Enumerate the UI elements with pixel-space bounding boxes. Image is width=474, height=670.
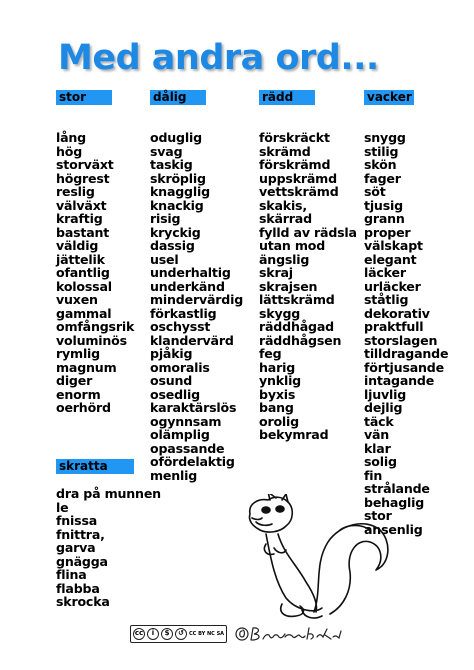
word-item: tilldragande	[364, 346, 449, 361]
word-item: söt	[364, 184, 386, 199]
word-item: välväxt	[56, 197, 107, 213]
word-column-radd	[259, 90, 357, 442]
word-item: reslig	[56, 184, 95, 199]
word-item: räddhågad	[259, 319, 334, 334]
column-header-dalig: dålig	[150, 90, 206, 105]
word-item: uppskrämd	[259, 170, 337, 186]
word-item: storväxt	[56, 157, 114, 172]
word-item: skrocka	[56, 594, 110, 609]
word-item: vän	[364, 427, 390, 442]
word-column-dalig	[150, 90, 243, 482]
word-item: ljuvlig	[364, 386, 407, 402]
word-item: osedlig	[150, 386, 200, 402]
word-item: skrämd	[259, 143, 311, 159]
word-item: garva	[56, 540, 96, 555]
word-item: fin	[364, 467, 383, 483]
creative-commons-license-icon: cc i $ ↺ CC BY NC SA	[130, 625, 227, 643]
word-item: kryckig	[150, 224, 201, 240]
word-item: svag	[150, 143, 183, 159]
word-item: fnittra,	[56, 526, 105, 542]
word-item: omfångsrik	[56, 319, 135, 334]
word-item: solig	[364, 454, 397, 469]
word-item: ofantlig	[56, 265, 110, 280]
word-item: bang	[259, 400, 294, 415]
word-item: flabba	[56, 580, 100, 596]
word-item: lättskrämd	[259, 292, 335, 307]
word-item: menlig	[150, 467, 198, 483]
column-header-stor: stor	[56, 90, 112, 105]
word-item: osund	[150, 373, 193, 388]
word-item: vuxen	[56, 292, 98, 307]
word-column-stor	[56, 90, 134, 415]
word-item: räddhågsen	[259, 332, 342, 348]
word-item: karaktärslös	[150, 400, 237, 415]
word-item: väldig	[56, 238, 99, 253]
word-item: ståtlig	[364, 292, 409, 307]
word-item: utan mod	[259, 238, 326, 253]
word-item: kolossal	[56, 278, 112, 294]
word-item: snygg	[364, 130, 406, 145]
word-item: behaglig	[364, 494, 425, 510]
word-item: omoralis	[150, 359, 210, 375]
word-item: risig	[150, 211, 181, 226]
word-item: oerhörd	[56, 400, 111, 415]
word-item: jättelik	[56, 251, 105, 267]
word-item: hög	[56, 143, 83, 159]
word-item: dassig	[150, 238, 195, 253]
word-item: taskig	[150, 157, 193, 172]
word-list-stor	[56, 131, 134, 415]
word-item: bekymrad	[259, 427, 329, 442]
word-item: högrest	[56, 170, 110, 186]
word-item: harig	[259, 359, 296, 375]
word-item: voluminös	[56, 332, 127, 348]
column-header-radd: rädd	[259, 90, 315, 105]
word-item: skröplig	[150, 170, 206, 186]
word-item: rymlig	[56, 346, 100, 361]
word-list-dalig	[150, 131, 243, 482]
word-item: förskrämd	[259, 157, 331, 172]
word-item: byxis	[259, 386, 296, 402]
license-badge-text: CC BY NC SA	[189, 631, 225, 637]
word-item: storslagen	[364, 332, 438, 348]
word-item: fnissa	[56, 513, 98, 528]
word-item: tjusig	[364, 197, 403, 213]
word-item: le	[56, 499, 69, 515]
word-item: underkänd	[150, 278, 225, 294]
word-item: underhaltig	[150, 265, 231, 280]
word-item: vettskrämd	[259, 184, 339, 199]
word-item: gammal	[56, 305, 112, 321]
footer	[130, 625, 345, 643]
word-item: skakis,	[259, 197, 307, 213]
word-item: skrajsen	[259, 278, 318, 294]
word-item: opassande	[150, 440, 225, 456]
word-item: dra på munnen	[56, 486, 161, 501]
word-list-vacker	[364, 131, 448, 536]
word-item: ängslig	[259, 251, 310, 267]
word-item: välskapt	[364, 238, 423, 253]
word-list-skratta	[56, 487, 161, 609]
word-item: magnum	[56, 359, 117, 375]
word-item: enorm	[56, 386, 101, 402]
word-column-skratta	[56, 459, 161, 609]
word-item: usel	[150, 251, 179, 267]
word-item: pjåkig	[150, 346, 193, 361]
word-item: proper	[364, 224, 411, 240]
word-item: förskräckt	[259, 130, 330, 145]
word-item: skraj	[259, 265, 293, 280]
word-item: flina	[56, 567, 87, 582]
column-header-vacker: vacker	[364, 90, 414, 105]
word-item: bastant	[56, 224, 110, 240]
word-item: stor	[364, 508, 392, 523]
word-item: klar	[364, 440, 391, 456]
word-item: mindervärdig	[150, 292, 244, 307]
handwritten-signature	[235, 625, 345, 643]
word-column-vacker	[364, 90, 448, 536]
word-item: fylld av rädsla	[259, 224, 357, 240]
word-item: oduglig	[150, 130, 202, 145]
word-item: täck	[364, 413, 394, 429]
word-item: skön	[364, 157, 397, 172]
word-item: grann	[364, 211, 405, 226]
word-item: dekorativ	[364, 305, 430, 321]
word-item: diger	[56, 373, 93, 388]
word-item: förkastlig	[150, 305, 217, 321]
word-item: elegant	[364, 251, 417, 267]
word-item: läcker	[364, 265, 406, 280]
word-item: fager	[364, 170, 401, 186]
word-item: skygg	[259, 305, 301, 321]
word-item: orolig	[259, 413, 299, 429]
word-item: ofördelaktig	[150, 454, 235, 469]
word-item: knackig	[150, 197, 204, 213]
word-item: praktfull	[364, 319, 424, 334]
column-header-skratta: skratta	[56, 459, 134, 474]
word-item: gnägga	[56, 553, 108, 569]
word-list-radd	[259, 131, 357, 442]
word-item: strålande	[364, 481, 430, 496]
word-item: skärrad	[259, 211, 312, 226]
word-item: urläcker	[364, 278, 421, 294]
word-item: lång	[56, 130, 86, 145]
word-item: stilig	[364, 143, 399, 159]
word-item: knagglig	[150, 184, 210, 199]
word-item: dejlig	[364, 400, 403, 415]
squirrel-illustration	[244, 494, 392, 626]
word-item: intagande	[364, 373, 435, 388]
word-item: kraftig	[56, 211, 103, 226]
word-item: ynklig	[259, 373, 301, 388]
page-title: Med andra ord...	[58, 38, 379, 78]
word-item: ogynnsam	[150, 413, 222, 429]
word-item: oschysst	[150, 319, 211, 334]
word-item: klandervärd	[150, 332, 234, 348]
word-item: förtjusande	[364, 359, 444, 375]
word-item: feg	[259, 346, 282, 361]
word-item: olämplig	[150, 427, 210, 442]
word-item: ansenlig	[364, 521, 423, 537]
